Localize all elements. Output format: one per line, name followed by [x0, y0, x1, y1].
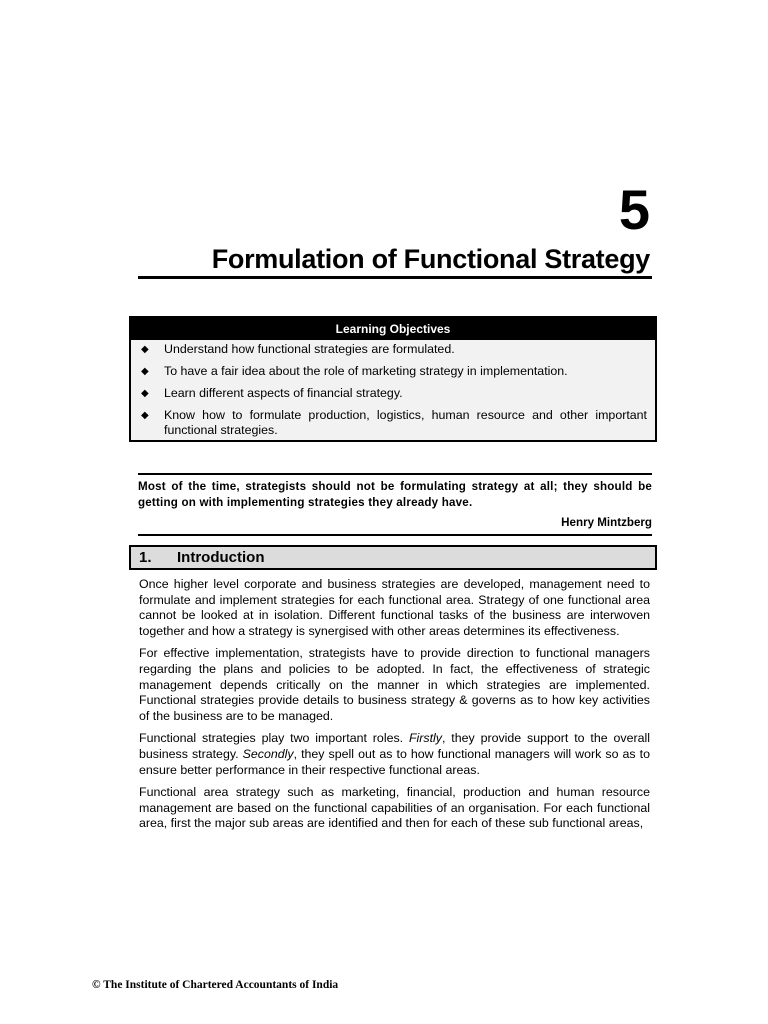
learning-objectives-heading: Learning Objectives: [131, 318, 655, 340]
paragraph: For effective implementation, strategists have to provide direction to functional managers regarding the plans and policies to be adopted. In fact, the effectiveness of strategic management depends critically on the manner in which strategies are implemented. Functional strategies provide details to business strategy & governs as to how key activities of the business are to be managed.: [139, 646, 650, 723]
diamond-bullet-icon: ◆: [141, 410, 149, 421]
paragraph-text: , they spell out as to how functional managers will work so as to ensure better performance in their respective functional areas.: [139, 746, 650, 777]
paragraph: [139, 731, 650, 778]
objective-text: Understand how functional strategies are formulated.: [164, 342, 455, 356]
emphasis-firstly: Firstly: [408, 731, 442, 746]
paragraph-text: Functional strategies play two important roles.: [139, 731, 409, 746]
learning-objectives-list: [131, 340, 655, 438]
paragraph: Once higher level corporate and business strategies are developed, management need to formulate and implement strategies for each functional area. Strategy of one functional area cannot be looked at in isolation. Different functional tasks of the business are interwoven together and how a strategy is synergised with other areas determines its effectiveness.: [139, 577, 650, 638]
section-heading: [129, 545, 657, 570]
objective-text: Learn different aspects of financial strategy.: [164, 386, 403, 400]
chapter-number: 5: [618, 178, 650, 241]
section-title: Introduction: [177, 549, 265, 566]
title-rule: [138, 276, 652, 279]
body-text: [139, 577, 650, 839]
footer-copyright: © The Institute of Chartered Accountants of India: [92, 979, 339, 991]
objective-text: To have a fair idea about the role of marketing strategy in implementation.: [164, 364, 568, 378]
quote-box: [138, 473, 652, 536]
list-item: [141, 408, 647, 438]
objective-text: Know how to formulate production, logistics, human resource and other important functional strategies.: [164, 408, 647, 437]
list-item: [141, 342, 647, 357]
paragraph: Functional area strategy such as marketing, financial, production and human resource management are based on the functional capabilities of an organisation. For each functional area, first the major sub areas are identified and then for each of these sub functional areas,: [139, 785, 650, 831]
section-number: 1.: [139, 549, 152, 566]
list-item: [141, 386, 647, 401]
emphasis-secondly: Secondly: [242, 746, 294, 761]
quote-author: Henry Mintzberg: [561, 516, 652, 529]
list-item: [141, 364, 647, 379]
learning-objectives-box: [129, 316, 657, 442]
quote-text: Most of the time, strategists should not be formulating strategy at all; they should be getting on with implementing strategies they already have.: [138, 480, 652, 509]
paragraph-text: , they provide support to the overall business strategy.: [139, 731, 650, 761]
diamond-bullet-icon: ◆: [141, 388, 149, 399]
diamond-bullet-icon: ◆: [141, 366, 149, 377]
chapter-title: Formulation of Functional Strategy: [211, 244, 650, 274]
diamond-bullet-icon: ◆: [141, 344, 149, 355]
